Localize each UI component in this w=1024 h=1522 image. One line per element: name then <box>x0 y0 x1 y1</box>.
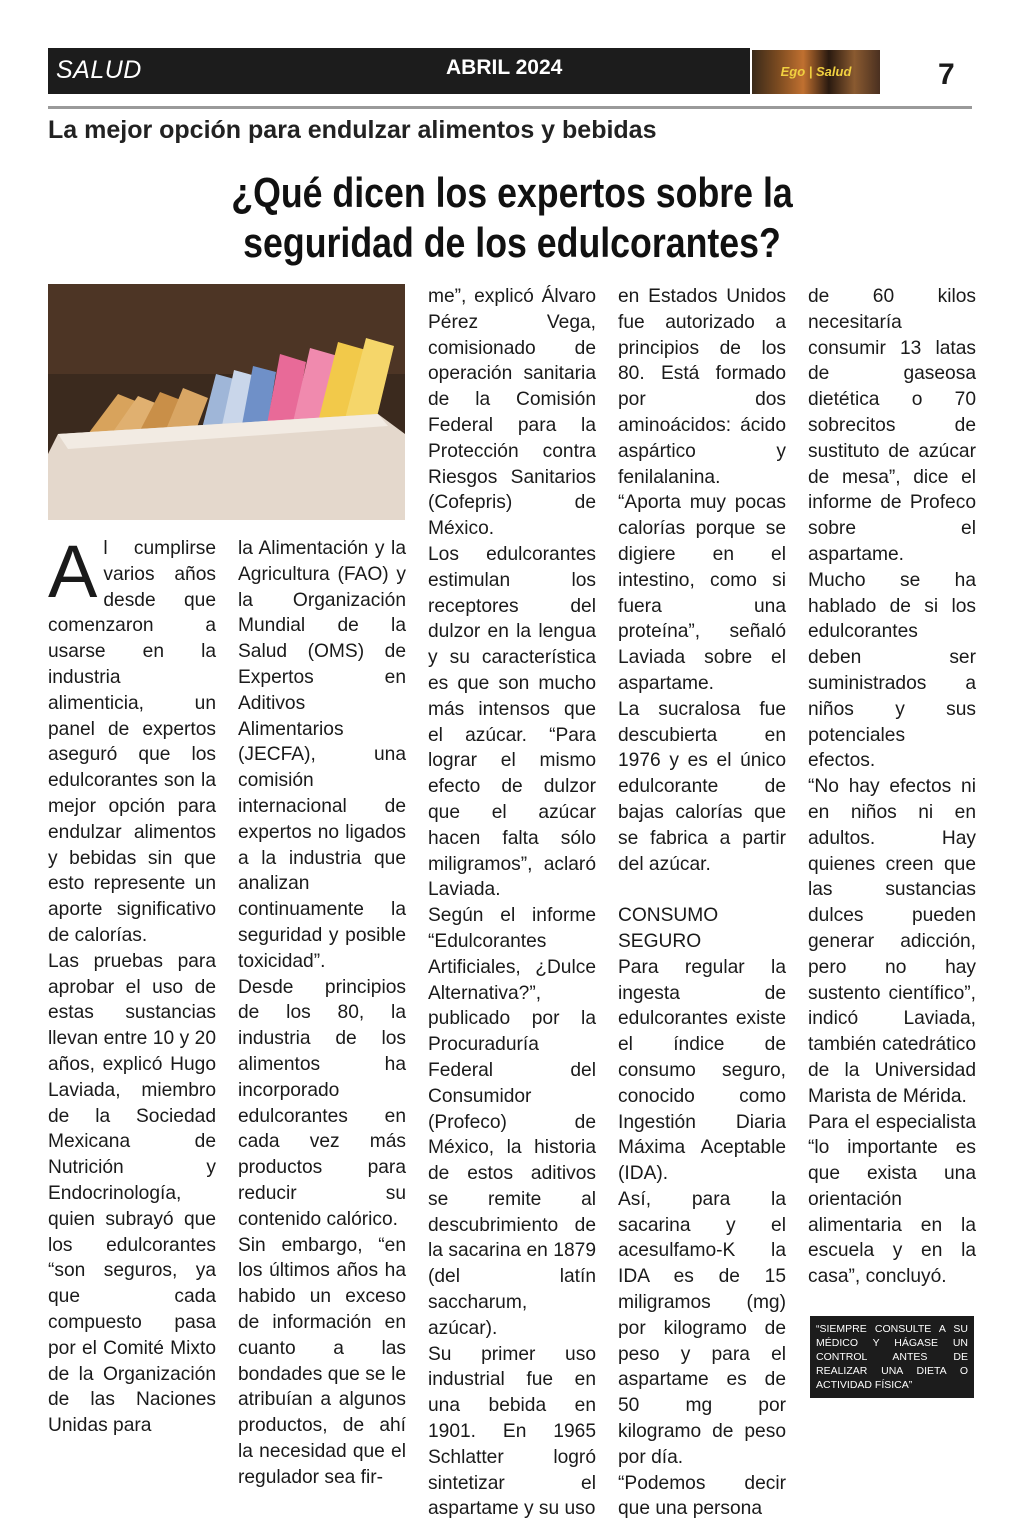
issue-date: ABRIL 2024 <box>446 56 563 79</box>
headline-line-1: ¿Qué dicen los expertos sobre la <box>231 169 793 216</box>
sweetener-packets-photo <box>48 284 405 520</box>
col3-paragraph-4: Su primer uso industrial fue en una bebida en 1901. En 1965 Schlatter logró sintetizar el aspartame y su uso <box>428 1343 596 1520</box>
health-notice-box: “SIEMPRE CONSULTE A SU MÉDICO Y HÁGASE UN CONTROL ANTES DE REALIZAR UNA DIETA O ACTIVIDAD FÍSICA” <box>810 1316 974 1398</box>
article-headline <box>128 168 896 268</box>
col4-paragraph-3: La sucralosa fue descubierta en 1976 y es el único edulcorante de bajas calorías que se fabrica a partir del azúcar. <box>618 698 786 875</box>
col3-paragraph-2: Los edulcorantes estimulan los receptores del dulzor en la lengua y su característica es que son mucho más intensos que el azúcar. “Para lograr el mismo efecto de dulzor que el azúcar hacen falta sólo miligramos”, aclaró Laviada. <box>428 543 596 901</box>
section-name: SALUD <box>56 56 142 84</box>
col4-paragraph-6: “Podemos decir que una persona <box>618 1472 786 1520</box>
col2-paragraph-1: la Alimentación y la Agricultura (FAO) y la Organización Mundial de la Salud (OMS) de Expertos en Aditivos Alimentarios (JECFA), una comisión internacional de expertos no ligados a la industria que analizan continuamente la seguridad y posible toxicidad”. <box>238 538 406 972</box>
photo-illustration <box>48 284 405 520</box>
header-bar <box>48 48 750 94</box>
article-column-4 <box>618 284 786 1522</box>
article-column-3 <box>428 284 596 1522</box>
col3-paragraph-3: Según el informe “Edulcorantes Artificiales, ¿Dulce Alternativa?”, publicado por la Procuraduría Federal del Consumidor (Profeco) de México, la historia de estos aditivos se remite al descubrimiento de la sacarina en 1879 (del latín saccharum, azúcar). <box>428 905 596 1339</box>
article-column-2 <box>238 536 406 1490</box>
col5-paragraph-4: Para el especialista “lo importante es que exista una orientación alimentaria en la escuela y en la casa”, concluyó. <box>808 1111 976 1288</box>
col2-paragraph-2: Desde principios de los 80, la industria de los alimentos ha incorporado edulcorantes en cada vez más productos para reducir su contenido calórico. <box>238 976 406 1230</box>
col5-paragraph-2: Mucho se ha hablado de si los edulcorantes deben ser suministrados a niños y sus potenciales efectos. <box>808 569 976 772</box>
article-column-1 <box>48 530 216 1439</box>
header-rule <box>48 106 972 109</box>
page-number: 7 <box>938 58 955 91</box>
col4-paragraph-2: “Aporta muy pocas calorías porque se digiere en el intestino, como si fuera una proteína”, señaló Laviada sobre el aspartame. <box>618 492 786 694</box>
col1-paragraph-1: l cumplirse varios años desde que comenzaron a usarse en la industria alimenticia, un panel de expertos aseguró que los edulcorantes son la mejor opción para endulzar alimentos y bebidas sin que esto represente un aporte significativo de calorías. <box>48 538 216 946</box>
headline-line-2: seguridad de los edulcorantes? <box>243 219 781 266</box>
col3-paragraph-1: me”, explicó Álvaro Pérez Vega, comisionado de operación sanitaria de la Comisión Federal para la Protección contra Riesgos Sanitarios (Cofepris) de México. <box>428 286 596 540</box>
publication-logo <box>752 50 880 94</box>
drop-cap: A <box>48 530 98 613</box>
logo-text: Ego | Salud <box>780 64 852 79</box>
col4-paragraph-4: Para regular la ingesta de edulcorantes existe el índice de consumo seguro, conocido como Ingestión Diaria Máxima Aceptable (IDA). <box>618 956 786 1185</box>
col1-paragraph-2: Las pruebas para aprobar el uso de estas sustancias llevan entre 10 y 20 años, explicó Hugo Laviada, miembro de la Sociedad Mexicana de Nutrición y Endocrinología, quien subrayó que los edulcorantes “son seguros, ya que cada compuesto pasa por el Comité Mixto de la Organización de las Naciones Unidas para <box>48 950 216 1437</box>
col5-paragraph-3: “No hay efectos ni en niños ni en adultos. Hay quienes creen que las sustancias dulces pueden generar adicción, pero no hay sustento científico”, indicó Laviada, también catedrático de la Universidad Marista de Mérida. <box>808 776 976 1107</box>
col5-paragraph-1: de 60 kilos necesitaría consumir 13 latas de gaseosa dietética o 70 sobrecitos de sustituto de azúcar de mesa”, dice el informe de Profeco sobre el aspartame. <box>808 286 976 565</box>
col4-paragraph-1: en Estados Unidos fue autorizado a principios de los 80. Está formado por dos aminoácidos: ácido aspártico y fenilalanina. <box>618 286 786 488</box>
section-subhead: CONSUMO SEGURO <box>618 905 719 952</box>
col2-paragraph-3: Sin embargo, “en los últimos años ha habido un exceso de información en cuanto a las bondades que se le atribuían a algunos productos, de ahí la necesidad que el regulador sea fir- <box>238 1234 406 1488</box>
col4-paragraph-5: Así, para la sacarina y el acesulfamo-K la IDA es de 15 miligramos (mg) por kilogramo de peso y para el aspartame es de 50 mg por kilogramo de peso por día. <box>618 1188 786 1468</box>
article-kicker: La mejor opción para endulzar alimentos y bebidas <box>48 116 657 144</box>
article-column-5 <box>808 284 976 1290</box>
